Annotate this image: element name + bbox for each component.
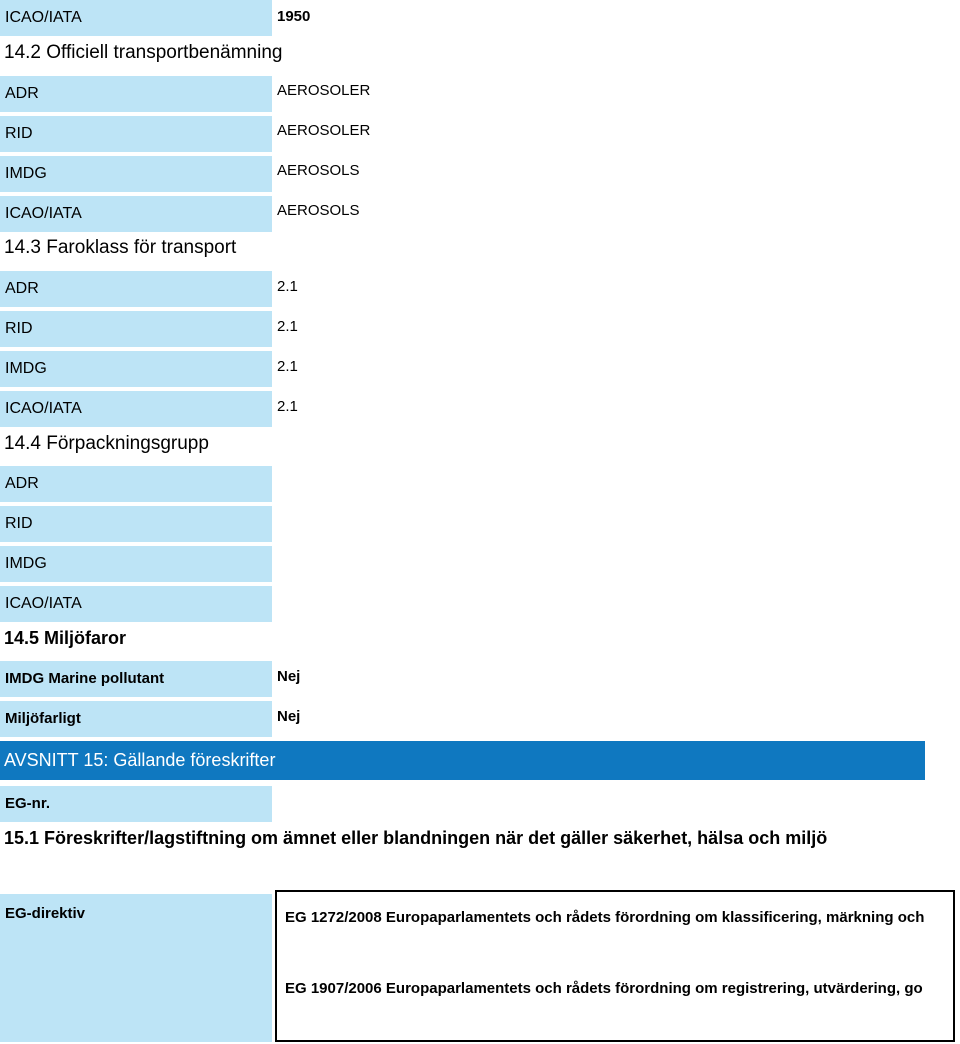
value-imdg: AEROSOLS (277, 162, 360, 179)
section-15-title: AVSNITT 15: Gällande föreskrifter (4, 750, 276, 770)
eg-directive-box (275, 890, 955, 1042)
label-marine-pollutant: IMDG Marine pollutant (0, 661, 272, 697)
value-icao-iata: AEROSOLS (277, 202, 360, 219)
label-eg-nr: EG-nr. (0, 786, 272, 822)
label-eg-directive: EG-direktiv (5, 905, 86, 922)
directive-item: EG 1272/2008 Europaparlamentets och rådets förordning om klassificering, märkning och (285, 909, 925, 926)
value-marine-pollutant: Nej (277, 668, 301, 685)
label-imdg: IMDG (0, 351, 272, 387)
label-icao-iata: ICAO/IATA (0, 391, 272, 427)
label-rid: RID (0, 506, 272, 542)
label-icao-iata: ICAO/IATA (0, 0, 272, 36)
heading-15-1: 15.1 Föreskrifter/lagstiftning om ämnet eller blandningen när det gäller säkerhet, hälsa och miljö (4, 828, 828, 848)
heading-14-2: 14.2 Officiell transportbenämning (4, 42, 283, 63)
label-rid: RID (0, 311, 272, 347)
label-miljofarligt: Miljöfarligt (0, 701, 272, 737)
directive-item: EG 1907/2006 Europaparlamentets och rådets förordning om registrering, utvärdering, go (285, 980, 923, 997)
label-adr: ADR (0, 271, 272, 307)
heading-14-5: 14.5 Miljöfaror (4, 628, 127, 648)
label-adr: ADR (0, 76, 272, 112)
value-un-number: 1950 (277, 8, 311, 25)
value-adr: AEROSOLER (277, 82, 371, 99)
value-rid: 2.1 (277, 318, 298, 335)
value-icao-iata: 2.1 (277, 398, 298, 415)
label-imdg: IMDG (0, 546, 272, 582)
heading-14-3: 14.3 Faroklass för transport (4, 237, 237, 258)
label-adr: ADR (0, 466, 272, 502)
label-imdg: IMDG (0, 156, 272, 192)
value-miljofarligt: Nej (277, 708, 301, 725)
value-imdg: 2.1 (277, 358, 298, 375)
label-rid: RID (0, 116, 272, 152)
section-15-banner (0, 741, 925, 780)
label-icao-iata: ICAO/IATA (0, 196, 272, 232)
heading-14-4: 14.4 Förpackningsgrupp (4, 433, 209, 454)
eg-directive-label-cell (0, 894, 272, 1042)
value-adr: 2.1 (277, 278, 298, 295)
label-icao-iata: ICAO/IATA (0, 586, 272, 622)
value-rid: AEROSOLER (277, 122, 371, 139)
